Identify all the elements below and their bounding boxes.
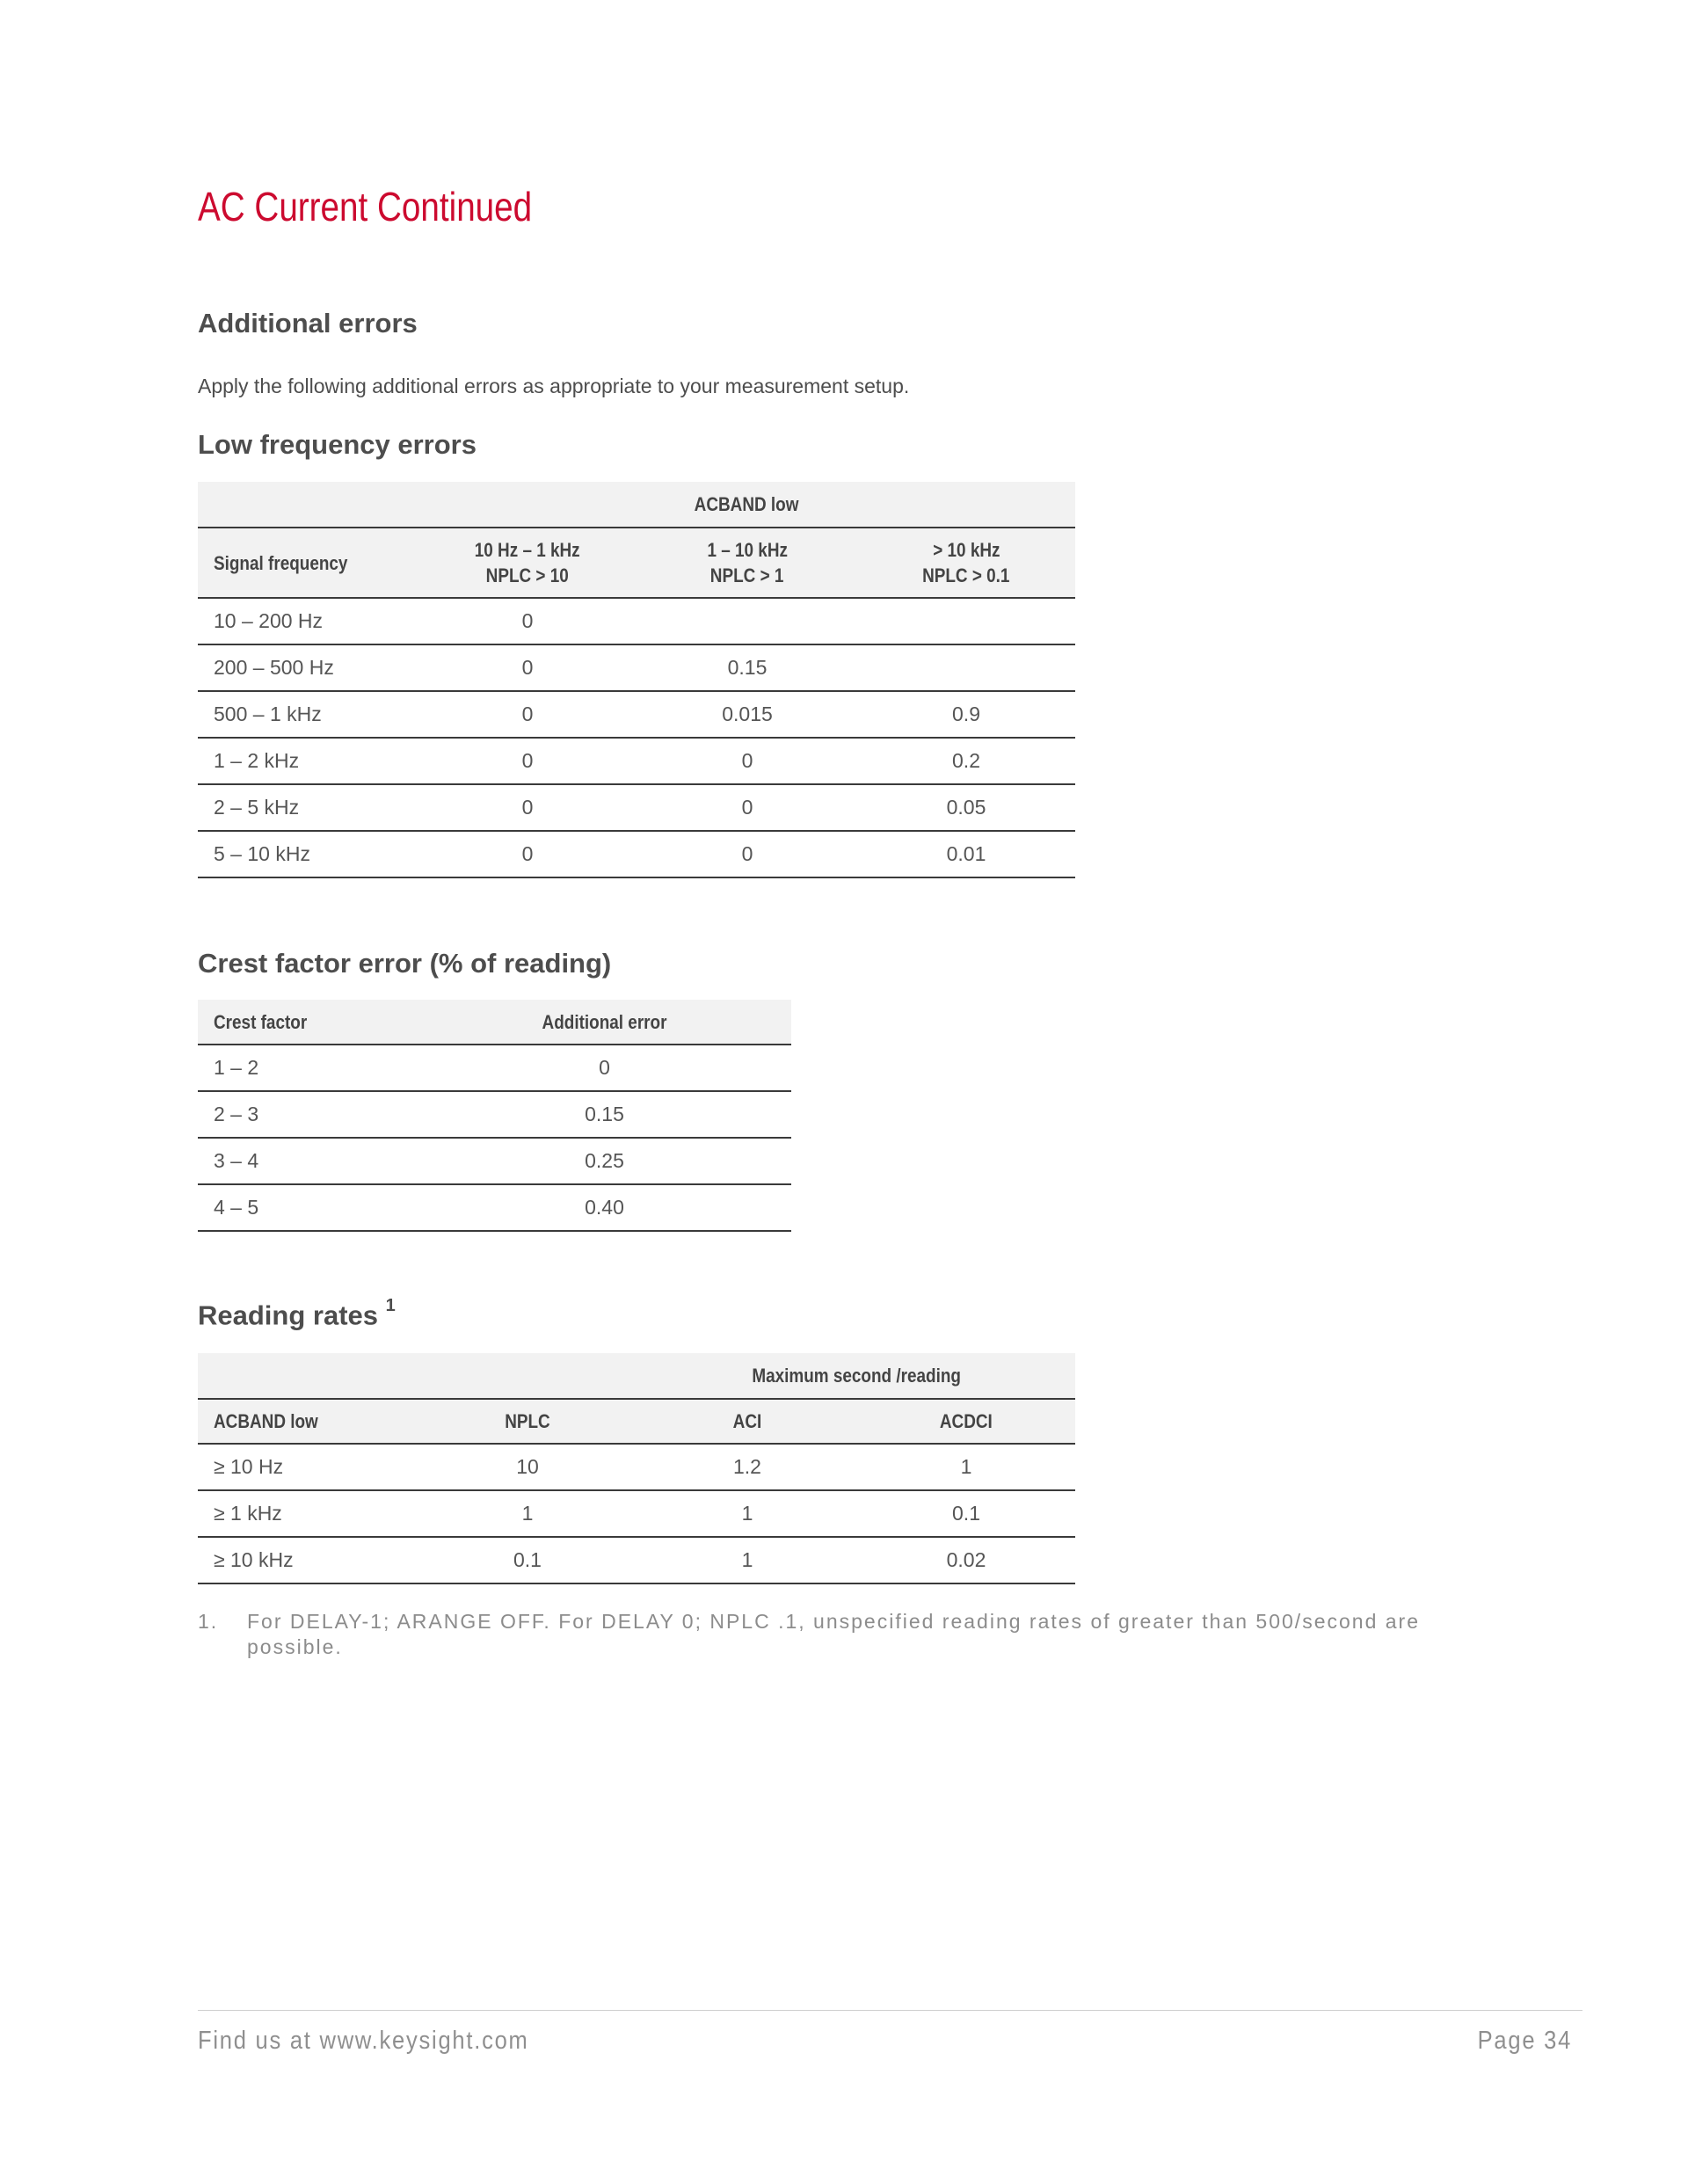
table-cell: 0.1 xyxy=(418,1537,637,1583)
table-row xyxy=(198,644,1075,691)
table-cell: 0 xyxy=(418,784,637,831)
table-header-cell xyxy=(198,482,418,528)
table-cell: 0 xyxy=(418,644,637,691)
table-row xyxy=(198,691,1075,738)
table-cell: 1 xyxy=(637,1537,857,1583)
table-group-header-row xyxy=(198,482,1075,528)
table-cell: 1.2 xyxy=(637,1444,857,1490)
section-title: Additional errors xyxy=(198,308,418,339)
table-cell: 0 xyxy=(637,831,857,877)
table-cell: 0 xyxy=(418,1045,791,1091)
table-cell: 5 – 10 kHz xyxy=(198,831,418,877)
table-cell: 0 xyxy=(418,691,637,738)
table-cell: 0.015 xyxy=(637,691,857,738)
table-cell: 0 xyxy=(637,738,857,784)
crest-factor-error-title: Crest factor error (% of reading) xyxy=(198,948,612,979)
table-header-cell: ACI xyxy=(637,1399,857,1444)
low-frequency-errors-title: Low frequency errors xyxy=(198,429,477,460)
table-group-header: ACBAND low xyxy=(418,482,1075,528)
table-cell: 10 – 200 Hz xyxy=(198,598,418,644)
table-row xyxy=(198,831,1075,877)
footer-divider xyxy=(198,2010,1582,2011)
table-cell: 0.05 xyxy=(857,784,1075,831)
table-header-cell: NPLC xyxy=(418,1399,637,1444)
table-row xyxy=(198,1045,791,1091)
table-cell: 0.15 xyxy=(637,644,857,691)
table-cell: 1 xyxy=(418,1490,637,1537)
table-cell xyxy=(637,598,857,644)
table-cell: 0.1 xyxy=(857,1490,1075,1537)
intro-text: Apply the following additional errors as appropriate to your measurement setup. xyxy=(198,375,910,397)
reading-rates-table xyxy=(198,1353,1075,1584)
table-header-cell: Crest factor xyxy=(198,1000,418,1045)
table-cell: 1 xyxy=(857,1444,1075,1490)
footnote xyxy=(198,1609,1499,1660)
footnote-reference: 1 xyxy=(385,1296,396,1315)
table-cell: ≥ 10 kHz xyxy=(198,1537,418,1583)
table-cell xyxy=(857,598,1075,644)
table-group-header: Maximum second /reading xyxy=(637,1353,1075,1399)
table-cell: 3 – 4 xyxy=(198,1138,418,1184)
table-header-row xyxy=(198,528,1075,598)
table-row xyxy=(198,784,1075,831)
table-header-row xyxy=(198,1000,791,1045)
table-row xyxy=(198,738,1075,784)
table-cell: 0.40 xyxy=(418,1184,791,1231)
table-header-cell: > 10 kHz NPLC > 0.1 xyxy=(857,528,1075,598)
footnote-text: For DELAY-1; ARANGE OFF. For DELAY 0; NPLC .1, unspecified reading rates of greater than 500/second are possible. xyxy=(247,1610,1420,1658)
table-cell: 1 xyxy=(637,1490,857,1537)
table-row xyxy=(198,1444,1075,1490)
table-cell: 2 – 3 xyxy=(198,1091,418,1138)
table-cell: 4 – 5 xyxy=(198,1184,418,1231)
table-header-row xyxy=(198,1399,1075,1444)
table-cell: 0.15 xyxy=(418,1091,791,1138)
table-cell: 0 xyxy=(418,831,637,877)
table-header-cell xyxy=(418,1353,637,1399)
table-cell: 200 – 500 Hz xyxy=(198,644,418,691)
table-cell: 0.2 xyxy=(857,738,1075,784)
table-cell: 500 – 1 kHz xyxy=(198,691,418,738)
table-row xyxy=(198,1184,791,1231)
table-header-cell: 1 – 10 kHz NPLC > 1 xyxy=(637,528,857,598)
crest-factor-table xyxy=(198,1000,791,1232)
table-cell: 0.02 xyxy=(857,1537,1075,1583)
page-title: AC Current Continued xyxy=(198,184,533,229)
table-header-cell: 10 Hz – 1 kHz NPLC > 10 xyxy=(418,528,637,598)
table-cell: ≥ 1 kHz xyxy=(198,1490,418,1537)
table-cell: 1 – 2 xyxy=(198,1045,418,1091)
table-row xyxy=(198,1490,1075,1537)
table-cell: 10 xyxy=(418,1444,637,1490)
table-row xyxy=(198,1537,1075,1583)
table-header-cell: ACBAND low xyxy=(198,1399,418,1444)
table-cell: 0 xyxy=(637,784,857,831)
table-row xyxy=(198,598,1075,644)
table-cell: 0 xyxy=(418,738,637,784)
table-row xyxy=(198,1091,791,1138)
table-group-header-row xyxy=(198,1353,1075,1399)
table-cell: 1 – 2 kHz xyxy=(198,738,418,784)
table-row xyxy=(198,1138,791,1184)
table-cell xyxy=(857,644,1075,691)
low-frequency-errors-table xyxy=(198,482,1075,878)
table-cell: 0.01 xyxy=(857,831,1075,877)
reading-rates-title: Reading rates $^1$ xyxy=(198,1296,396,1331)
footer-website-link[interactable]: Find us at www.keysight.com xyxy=(198,2027,529,2055)
table-cell: 0.25 xyxy=(418,1138,791,1184)
table-header-cell xyxy=(198,1353,418,1399)
table-cell: 0 xyxy=(418,598,637,644)
table-header-cell: Additional error xyxy=(418,1000,791,1045)
table-cell: 2 – 5 kHz xyxy=(198,784,418,831)
table-header-cell: Signal frequency xyxy=(198,528,418,598)
page-number: Page 34 xyxy=(1477,2027,1572,2055)
footnote-number: 1. xyxy=(198,1610,219,1633)
table-header-cell: ACDCI xyxy=(857,1399,1075,1444)
table-cell: 0.9 xyxy=(857,691,1075,738)
table-cell: ≥ 10 Hz xyxy=(198,1444,418,1490)
